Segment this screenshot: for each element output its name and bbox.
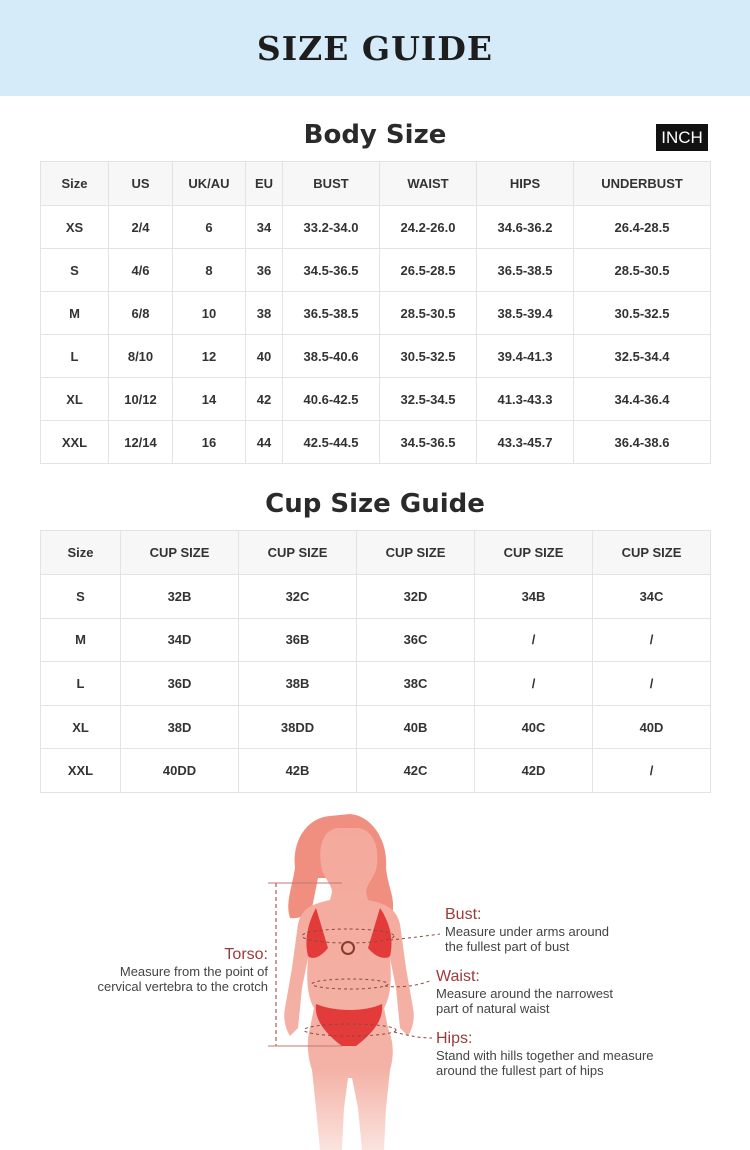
table-cell: 36.5-38.5 (477, 249, 574, 292)
table-cell: 30.5-32.5 (380, 335, 477, 378)
hips-desc-line2: around the fullest part of hips (436, 1063, 604, 1078)
table-cell: 40 (246, 335, 283, 378)
table-cell: 40D (593, 705, 711, 749)
size-cell: XXL (41, 749, 121, 793)
size-cell: M (41, 618, 121, 662)
table-cell: 8 (173, 249, 246, 292)
waist-desc-line2: part of natural waist (436, 1001, 550, 1016)
page-title: SIZE GUIDE (256, 28, 494, 68)
table-row (41, 618, 711, 662)
table-row (41, 705, 711, 749)
hips-label (436, 1030, 696, 1078)
table-cell: 34B (475, 575, 593, 619)
table-cell: 40DD (121, 749, 239, 793)
table-cell: 38.5-40.6 (283, 335, 380, 378)
size-cell: L (41, 335, 109, 378)
table-cell: 38 (246, 292, 283, 335)
table-cell: 36.5-38.5 (283, 292, 380, 335)
table-row (41, 249, 711, 292)
table-cell: 36.4-38.6 (574, 421, 711, 464)
body-size-title: Body Size (303, 120, 447, 150)
size-cell: XXL (41, 421, 109, 464)
table-cell: 10/12 (109, 378, 173, 421)
table-row (41, 206, 711, 249)
table-cell: / (593, 618, 711, 662)
unit-badge: INCH (656, 124, 708, 151)
table-cell: 16 (173, 421, 246, 464)
table-cell: 32C (239, 575, 357, 619)
bust-desc-line2: the fullest part of bust (445, 939, 570, 954)
table-cell: 32.5-34.4 (574, 335, 711, 378)
table-cell: 34 (246, 206, 283, 249)
table-cell: 34.5-36.5 (380, 421, 477, 464)
hips-desc-line1: Stand with hills together and measure (436, 1048, 654, 1063)
column-header: CUP SIZE (121, 531, 239, 575)
table-cell: 28.5-30.5 (574, 249, 711, 292)
table-header-row (41, 531, 711, 575)
bust-title: Bust: (445, 906, 482, 923)
table-cell: 40C (475, 705, 593, 749)
table-cell: 42B (239, 749, 357, 793)
table-cell: 33.2-34.0 (283, 206, 380, 249)
column-header: EU (246, 162, 283, 206)
table-cell: 42 (246, 378, 283, 421)
table-cell: 42.5-44.5 (283, 421, 380, 464)
table-cell: 36D (121, 662, 239, 706)
torso-title: Torso: (224, 946, 268, 963)
size-cell: S (41, 249, 109, 292)
table-cell: 36 (246, 249, 283, 292)
table-cell: 36B (239, 618, 357, 662)
body-size-table (40, 161, 711, 464)
table-cell: 8/10 (109, 335, 173, 378)
table-cell: 38D (121, 705, 239, 749)
bust-label (445, 906, 665, 954)
size-cell: XS (41, 206, 109, 249)
table-cell: 42C (357, 749, 475, 793)
table-cell: 38.5-39.4 (477, 292, 574, 335)
column-header: Size (41, 531, 121, 575)
size-cell: L (41, 662, 121, 706)
cup-size-table (40, 530, 711, 793)
size-cell: XL (41, 378, 109, 421)
size-cell: XL (41, 705, 121, 749)
size-cell: M (41, 292, 109, 335)
size-guide-banner (0, 0, 750, 96)
table-row (41, 335, 711, 378)
table-cell: 38B (239, 662, 357, 706)
table-cell: 34D (121, 618, 239, 662)
column-header: UNDERBUST (574, 162, 711, 206)
table-cell: 32B (121, 575, 239, 619)
table-row (41, 749, 711, 793)
table-row (41, 421, 711, 464)
column-header: HIPS (477, 162, 574, 206)
table-cell: 14 (173, 378, 246, 421)
table-cell: 34.6-36.2 (477, 206, 574, 249)
table-cell: 32.5-34.5 (380, 378, 477, 421)
table-cell: 44 (246, 421, 283, 464)
table-cell: 24.2-26.0 (380, 206, 477, 249)
waist-title: Waist: (436, 968, 480, 985)
table-cell: / (593, 749, 711, 793)
table-cell: 26.5-28.5 (380, 249, 477, 292)
column-header: CUP SIZE (593, 531, 711, 575)
table-cell: 42D (475, 749, 593, 793)
waist-desc-line1: Measure around the narrowest (436, 986, 614, 1001)
table-cell: 32D (357, 575, 475, 619)
table-cell: 39.4-41.3 (477, 335, 574, 378)
table-row (41, 662, 711, 706)
table-cell: 38DD (239, 705, 357, 749)
hips-pointer (394, 1032, 432, 1038)
torso-desc-line1: Measure from the point of (119, 964, 268, 979)
table-cell: 38C (357, 662, 475, 706)
table-cell: 40.6-42.5 (283, 378, 380, 421)
table-cell: 43.3-45.7 (477, 421, 574, 464)
table-row (41, 292, 711, 335)
column-header: CUP SIZE (475, 531, 593, 575)
table-cell: 36C (357, 618, 475, 662)
table-cell: 4/6 (109, 249, 173, 292)
table-cell: 41.3-43.3 (477, 378, 574, 421)
column-header: US (109, 162, 173, 206)
table-row (41, 575, 711, 619)
table-cell: 2/4 (109, 206, 173, 249)
table-cell: 28.5-30.5 (380, 292, 477, 335)
table-cell: / (593, 662, 711, 706)
column-header: WAIST (380, 162, 477, 206)
hips-title: Hips: (436, 1030, 473, 1047)
column-header: CUP SIZE (239, 531, 357, 575)
table-cell: 34.4-36.4 (574, 378, 711, 421)
table-cell: 6/8 (109, 292, 173, 335)
column-header: Size (41, 162, 109, 206)
waist-label (436, 968, 666, 1016)
column-header: BUST (283, 162, 380, 206)
bust-desc-line1: Measure under arms around (445, 924, 610, 939)
table-cell: 34C (593, 575, 711, 619)
table-cell: 12 (173, 335, 246, 378)
table-cell: 30.5-32.5 (574, 292, 711, 335)
measurement-figure (80, 808, 700, 1150)
cup-size-title: Cup Size Guide (265, 489, 485, 519)
column-header: UK/AU (173, 162, 246, 206)
table-cell: 40B (357, 705, 475, 749)
table-cell: 34.5-36.5 (283, 249, 380, 292)
table-row (41, 378, 711, 421)
column-header: CUP SIZE (357, 531, 475, 575)
table-cell: 26.4-28.5 (574, 206, 711, 249)
table-cell: / (475, 618, 593, 662)
table-cell: 6 (173, 206, 246, 249)
torso-label (80, 946, 268, 994)
size-cell: S (41, 575, 121, 619)
torso-desc-line2: cervical vertebra to the crotch (97, 979, 268, 994)
table-cell: 12/14 (109, 421, 173, 464)
table-cell: 10 (173, 292, 246, 335)
table-cell: / (475, 662, 593, 706)
table-header-row (41, 162, 711, 206)
